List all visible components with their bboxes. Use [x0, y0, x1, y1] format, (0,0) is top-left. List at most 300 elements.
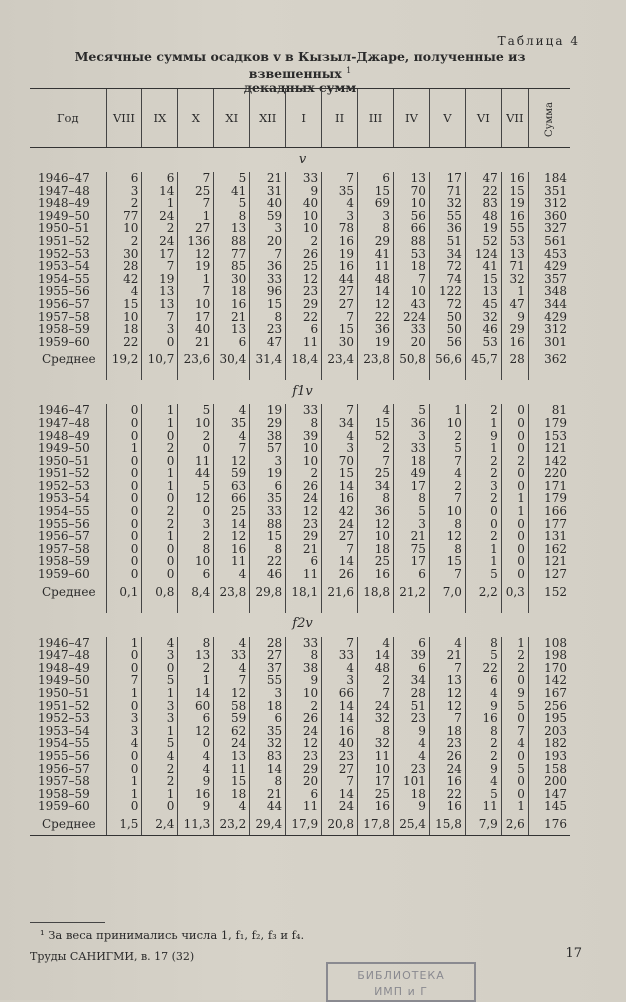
value-cell: 0	[501, 750, 528, 763]
value-cell: 6	[286, 788, 322, 801]
value-cell: 25	[358, 467, 394, 480]
value-cell: 1	[501, 285, 528, 298]
value-cell: 22	[429, 788, 465, 801]
value-cell: 75	[394, 543, 430, 556]
value-cell: 2	[429, 480, 465, 493]
value-cell: 1	[142, 530, 178, 543]
value-cell: 2	[465, 492, 501, 505]
value-cell: 5	[501, 763, 528, 776]
value-cell: 3	[142, 323, 178, 336]
value-cell: 0	[178, 505, 214, 518]
value-cell: 22	[358, 311, 394, 324]
value-cell: 1	[501, 800, 528, 813]
average-cell: 17,9	[286, 813, 322, 836]
average-cell: 10,7	[142, 348, 178, 370]
value-cell: 1	[106, 687, 142, 700]
average-label: Среднее	[42, 352, 96, 367]
value-cell: 195	[528, 712, 570, 725]
value-cell: 121	[528, 442, 570, 455]
value-cell: 33	[250, 273, 286, 286]
value-cell: 29	[358, 235, 394, 248]
column-header: VIII	[106, 89, 142, 148]
value-cell: 45	[465, 298, 501, 311]
value-cell: 59	[250, 210, 286, 223]
value-cell: 170	[528, 662, 570, 675]
value-cell: 56	[394, 210, 430, 223]
value-cell: 16	[358, 568, 394, 581]
table-row	[30, 467, 570, 480]
average-cell: 0,8	[142, 581, 178, 603]
value-cell: 11	[286, 336, 322, 349]
value-cell: 3	[106, 185, 142, 198]
value-cell: 18	[106, 323, 142, 336]
value-cell: 15	[501, 185, 528, 198]
table-row	[30, 543, 570, 556]
value-cell: 4	[214, 800, 250, 813]
value-cell: 11	[214, 555, 250, 568]
value-cell: 57	[250, 442, 286, 455]
value-cell: 35	[250, 492, 286, 505]
value-cell: 24	[214, 737, 250, 750]
value-cell: 15	[429, 555, 465, 568]
value-cell: 6	[250, 480, 286, 493]
average-cell: 7,0	[429, 581, 465, 603]
year-cell: 1959–60	[38, 567, 90, 582]
value-cell: 0	[106, 555, 142, 568]
value-cell: 224	[394, 311, 430, 324]
value-cell: 88	[394, 235, 430, 248]
average-cell: 23,8	[214, 581, 250, 603]
value-cell: 7	[178, 197, 214, 210]
value-cell: 0	[106, 662, 142, 675]
value-cell: 24	[286, 492, 322, 505]
value-cell: 0	[501, 712, 528, 725]
value-cell: 127	[528, 568, 570, 581]
value-cell: 81	[528, 404, 570, 417]
value-cell: 200	[528, 775, 570, 788]
value-cell: 13	[214, 222, 250, 235]
value-cell: 17	[394, 555, 430, 568]
value-cell: 23	[286, 750, 322, 763]
value-cell: 561	[528, 235, 570, 248]
average-cell: 18,1	[286, 581, 322, 603]
spacer-cell	[142, 603, 178, 613]
value-cell: 1	[142, 480, 178, 493]
average-row	[30, 813, 570, 836]
value-cell: 6	[178, 712, 214, 725]
value-cell: 32	[250, 737, 286, 750]
table-row	[30, 725, 570, 738]
average-cell: 17,8	[358, 813, 394, 836]
value-cell: 24	[322, 800, 358, 813]
value-cell: 7	[394, 273, 430, 286]
value-cell: 18	[358, 543, 394, 556]
year-cell: 1957–58	[38, 309, 90, 324]
spacer-cell	[394, 370, 430, 380]
value-cell: 42	[322, 505, 358, 518]
column-header: XI	[214, 89, 250, 148]
value-cell: 4	[178, 763, 214, 776]
footnote: ¹ За веса принимались числа 1, f₁, f₂, f₃ и f₄.	[40, 928, 305, 942]
value-cell: 21	[429, 649, 465, 662]
value-cell: 3	[394, 430, 430, 443]
value-cell: 0	[501, 568, 528, 581]
value-cell: 16	[501, 172, 528, 185]
value-cell: 101	[394, 775, 430, 788]
value-cell: 4	[465, 775, 501, 788]
spacer-cell	[30, 603, 106, 613]
value-cell: 198	[528, 649, 570, 662]
value-cell: 83	[250, 750, 286, 763]
value-cell: 27	[322, 530, 358, 543]
column-header: XII	[250, 89, 286, 148]
value-cell: 142	[528, 674, 570, 687]
value-cell: 8	[358, 222, 394, 235]
header-row	[30, 89, 570, 148]
column-header: IV	[394, 89, 430, 148]
value-cell: 13	[465, 285, 501, 298]
value-cell: 7	[322, 311, 358, 324]
value-cell: 15	[322, 323, 358, 336]
value-cell: 22	[106, 336, 142, 349]
value-cell: 25	[286, 260, 322, 273]
page-number: 17	[565, 946, 582, 961]
value-cell: 18	[394, 788, 430, 801]
value-cell: 63	[214, 480, 250, 493]
value-cell: 10	[429, 505, 465, 518]
value-cell: 40	[250, 197, 286, 210]
value-cell: 0	[106, 505, 142, 518]
value-cell: 18	[394, 260, 430, 273]
title-footnote-mark: 1	[346, 66, 352, 75]
average-cell: 50,8	[394, 348, 430, 370]
value-cell: 3	[250, 222, 286, 235]
value-cell: 21	[178, 336, 214, 349]
value-cell: 10	[394, 285, 430, 298]
value-cell: 10	[429, 417, 465, 430]
value-cell: 24	[142, 235, 178, 248]
value-cell: 3	[358, 210, 394, 223]
value-cell: 1	[501, 637, 528, 650]
year-cell: 1959–60	[38, 799, 90, 814]
table-row	[30, 492, 570, 505]
value-cell: 22	[465, 662, 501, 675]
value-cell: 3	[106, 712, 142, 725]
value-cell: 351	[528, 185, 570, 198]
value-cell: 53	[465, 336, 501, 349]
value-cell: 58	[214, 700, 250, 713]
value-cell: 24	[358, 700, 394, 713]
value-cell: 28	[250, 637, 286, 650]
value-cell: 5	[178, 480, 214, 493]
value-cell: 42	[106, 273, 142, 286]
value-cell: 33	[214, 649, 250, 662]
value-cell: 16	[322, 492, 358, 505]
value-cell: 1	[501, 492, 528, 505]
value-cell: 8	[250, 775, 286, 788]
value-cell: 10	[286, 455, 322, 468]
table-row	[30, 336, 570, 349]
value-cell: 4	[322, 662, 358, 675]
value-cell: 5	[465, 568, 501, 581]
table-row	[30, 555, 570, 568]
table-row	[30, 674, 570, 687]
value-cell: 14	[214, 518, 250, 531]
column-header: II	[322, 89, 358, 148]
value-cell: 59	[214, 712, 250, 725]
value-cell: 145	[528, 800, 570, 813]
value-cell: 52	[465, 235, 501, 248]
value-cell: 8	[394, 492, 430, 505]
value-cell: 344	[528, 298, 570, 311]
value-cell: 7	[214, 674, 250, 687]
year-cell: 1948–49	[38, 196, 90, 211]
year-cell: 1952–53	[38, 711, 90, 726]
table-row	[30, 518, 570, 531]
value-cell: 41	[465, 260, 501, 273]
value-cell: 0	[142, 336, 178, 349]
value-cell: 34	[358, 480, 394, 493]
average-cell: 23,6	[178, 348, 214, 370]
value-cell: 14	[322, 712, 358, 725]
average-cell: 362	[528, 348, 570, 370]
table-row	[30, 455, 570, 468]
value-cell: 43	[394, 298, 430, 311]
spacer-cell	[501, 603, 528, 613]
value-cell: 26	[286, 248, 322, 261]
value-cell: 5	[394, 505, 430, 518]
average-cell: 23,8	[358, 348, 394, 370]
value-cell: 32	[358, 737, 394, 750]
table-row	[30, 404, 570, 417]
value-cell: 3	[250, 455, 286, 468]
value-cell: 30	[106, 248, 142, 261]
value-cell: 1	[106, 775, 142, 788]
value-cell: 77	[106, 210, 142, 223]
value-cell: 39	[286, 430, 322, 443]
value-cell: 7	[178, 285, 214, 298]
value-cell: 327	[528, 222, 570, 235]
value-cell: 27	[322, 298, 358, 311]
value-cell: 1	[178, 210, 214, 223]
value-cell: 5	[465, 788, 501, 801]
value-cell: 24	[429, 763, 465, 776]
value-cell: 17	[178, 311, 214, 324]
value-cell: 6	[106, 172, 142, 185]
value-cell: 19	[358, 336, 394, 349]
value-cell: 9	[394, 725, 430, 738]
value-cell: 2	[142, 763, 178, 776]
value-cell: 0	[106, 518, 142, 531]
value-cell: 26	[286, 480, 322, 493]
average-cell: 18,4	[286, 348, 322, 370]
value-cell: 31	[250, 185, 286, 198]
value-cell: 38	[250, 430, 286, 443]
value-cell: 36	[358, 505, 394, 518]
value-cell: 7	[322, 404, 358, 417]
year-cell: 1956–57	[38, 761, 90, 776]
value-cell: 1	[178, 674, 214, 687]
spacer-cell	[286, 370, 322, 380]
value-cell: 1	[106, 637, 142, 650]
value-cell: 34	[322, 417, 358, 430]
year-cell: 1954–55	[38, 271, 90, 286]
value-cell: 12	[429, 530, 465, 543]
value-cell: 18	[429, 725, 465, 738]
value-cell: 0	[501, 555, 528, 568]
value-cell: 16	[429, 800, 465, 813]
value-cell: 29	[286, 298, 322, 311]
value-cell: 12	[429, 700, 465, 713]
value-cell: 9	[178, 800, 214, 813]
value-cell: 1	[142, 197, 178, 210]
section-label: f1v	[292, 384, 313, 400]
value-cell: 23	[322, 750, 358, 763]
value-cell: 8	[429, 518, 465, 531]
spacer-cell	[214, 603, 250, 613]
value-cell: 4	[322, 197, 358, 210]
value-cell: 5	[214, 172, 250, 185]
value-cell: 0	[142, 543, 178, 556]
value-cell: 7	[322, 172, 358, 185]
value-cell: 44	[250, 800, 286, 813]
year-cell: 1957–58	[38, 774, 90, 789]
value-cell: 10	[178, 555, 214, 568]
value-cell: 0	[106, 417, 142, 430]
value-cell: 9	[465, 763, 501, 776]
value-cell: 3	[142, 649, 178, 662]
spacer-cell	[465, 370, 501, 380]
value-cell: 50	[429, 323, 465, 336]
spacer-cell	[286, 603, 322, 613]
year-cell: 1952–53	[38, 478, 90, 493]
value-cell: 35	[322, 185, 358, 198]
value-cell: 1	[142, 725, 178, 738]
average-cell: 45,7	[465, 348, 501, 370]
value-cell: 179	[528, 492, 570, 505]
value-cell: 11	[465, 800, 501, 813]
table-row	[30, 687, 570, 700]
value-cell: 108	[528, 637, 570, 650]
value-cell: 13	[214, 750, 250, 763]
value-cell: 8	[286, 649, 322, 662]
table-row	[30, 737, 570, 750]
year-cell: 1959–60	[38, 334, 90, 349]
value-cell: 16	[214, 298, 250, 311]
value-cell: 21	[394, 530, 430, 543]
year-cell: 1950–51	[38, 453, 90, 468]
value-cell: 1	[465, 555, 501, 568]
value-cell: 7	[358, 687, 394, 700]
value-cell: 0	[106, 480, 142, 493]
value-cell: 14	[322, 555, 358, 568]
average-cell: 1,5	[106, 813, 142, 836]
spacer-cell	[429, 603, 465, 613]
value-cell: 12	[286, 505, 322, 518]
value-cell: 7	[106, 674, 142, 687]
value-cell: 1	[106, 442, 142, 455]
column-header: IX	[142, 89, 178, 148]
value-cell: 15	[250, 298, 286, 311]
value-cell: 0	[501, 480, 528, 493]
value-cell: 1	[142, 467, 178, 480]
value-cell: 55	[429, 210, 465, 223]
year-cell: 1950–51	[38, 221, 90, 236]
value-cell: 19	[250, 404, 286, 417]
value-cell: 357	[528, 273, 570, 286]
section-gap	[30, 370, 570, 380]
value-cell: 83	[465, 197, 501, 210]
value-cell: 11	[214, 763, 250, 776]
year-cell: 1951–52	[38, 466, 90, 481]
average-cell: 25,4	[394, 813, 430, 836]
value-cell: 30	[214, 273, 250, 286]
value-cell: 0	[501, 417, 528, 430]
value-cell: 5	[142, 737, 178, 750]
table-row	[30, 323, 570, 336]
value-cell: 48	[465, 210, 501, 223]
value-cell: 14	[322, 700, 358, 713]
value-cell: 9	[286, 674, 322, 687]
value-cell: 35	[214, 417, 250, 430]
average-row	[30, 348, 570, 370]
value-cell: 2	[286, 235, 322, 248]
value-cell: 53	[501, 235, 528, 248]
spacer-cell	[429, 370, 465, 380]
value-cell: 4	[214, 637, 250, 650]
value-cell: 23	[429, 737, 465, 750]
value-cell: 8	[178, 543, 214, 556]
value-cell: 9	[465, 700, 501, 713]
value-cell: 26	[322, 568, 358, 581]
value-cell: 11	[286, 568, 322, 581]
value-cell: 256	[528, 700, 570, 713]
value-cell: 12	[178, 725, 214, 738]
value-cell: 29	[250, 417, 286, 430]
value-cell: 9	[501, 687, 528, 700]
average-label: Среднее	[30, 813, 106, 836]
section-label-row	[30, 148, 570, 173]
value-cell: 3	[322, 210, 358, 223]
value-cell: 13	[394, 172, 430, 185]
section-label-row	[30, 380, 570, 404]
average-cell: 2,4	[142, 813, 178, 836]
value-cell: 3	[465, 480, 501, 493]
value-cell: 71	[501, 260, 528, 273]
value-cell: 10	[286, 210, 322, 223]
value-cell: 0	[106, 404, 142, 417]
value-cell: 2	[178, 662, 214, 675]
value-cell: 16	[322, 260, 358, 273]
value-cell: 23	[394, 763, 430, 776]
value-cell: 11	[178, 455, 214, 468]
value-cell: 2	[178, 530, 214, 543]
value-cell: 2	[501, 662, 528, 675]
value-cell: 14	[358, 649, 394, 662]
value-cell: 7	[501, 725, 528, 738]
value-cell: 12	[214, 687, 250, 700]
year-cell: 1948–49	[38, 660, 90, 675]
value-cell: 3	[178, 518, 214, 531]
table-row	[30, 763, 570, 776]
year-cell: 1958–59	[38, 786, 90, 801]
column-header: Год	[30, 89, 106, 148]
average-cell: 23,4	[322, 348, 358, 370]
value-cell: 0	[178, 442, 214, 455]
value-cell: 4	[178, 750, 214, 763]
value-cell: 4	[214, 404, 250, 417]
value-cell: 301	[528, 336, 570, 349]
